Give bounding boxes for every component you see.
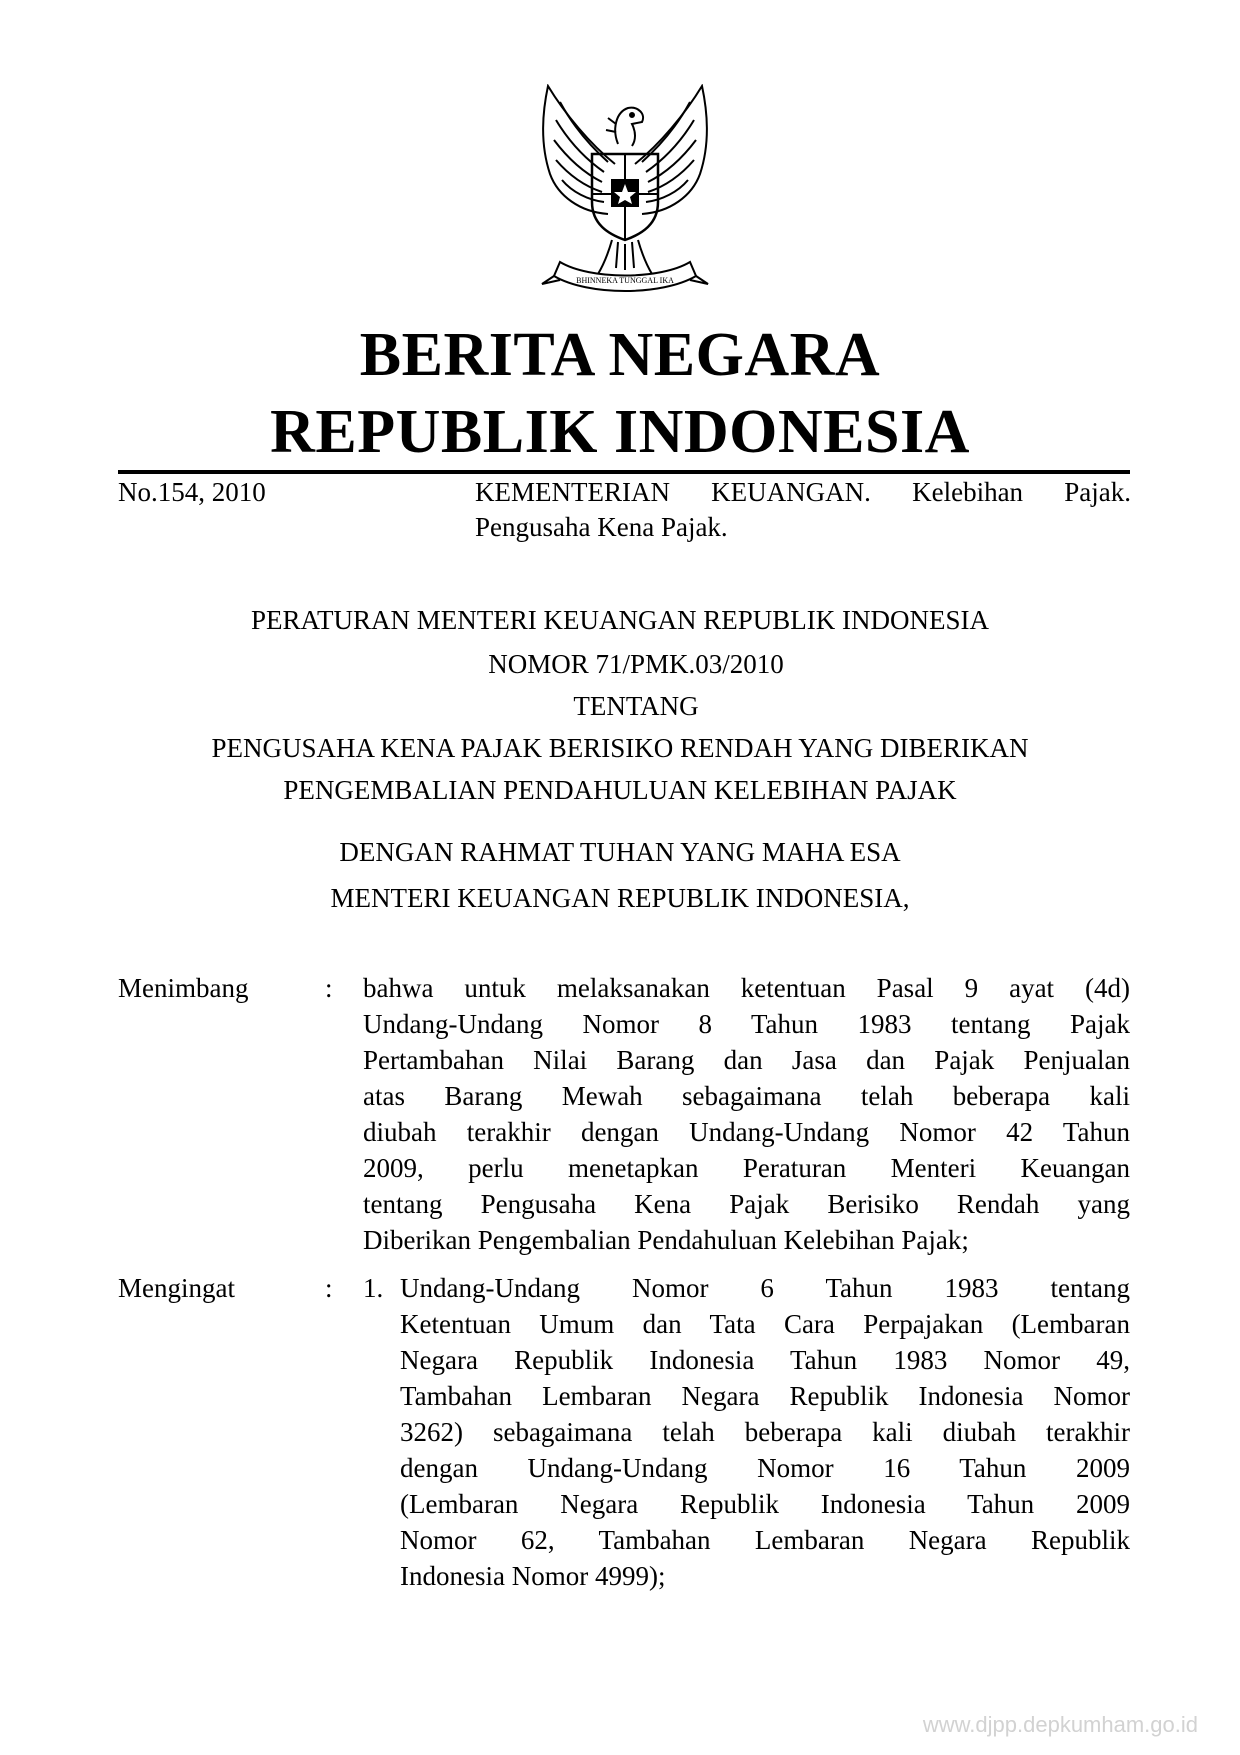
menimbang-line: Undang-Undang Nomor 8 Tahun 1983 tentang Pajak — [363, 1009, 1130, 1039]
masthead-line-2: REPUBLIK INDONESIA — [270, 398, 970, 466]
mengingat-colon: : — [325, 1273, 333, 1303]
mengingat-line: Tambahan Lembaran Negara Republik Indonesia Nomor — [400, 1381, 1130, 1411]
menimbang-colon: : — [325, 973, 333, 1003]
masthead-line-1: BERITA NEGARA — [359, 321, 881, 389]
gazette-description-line-2: Pengusaha Kena Pajak. — [475, 512, 728, 542]
menimbang-line: tentang Pengusaha Kena Pajak Berisiko Rendah yang — [363, 1189, 1130, 1219]
menimbang-label: Menimbang — [118, 973, 249, 1003]
mengingat-line: Nomor 62, Tambahan Lembaran Negara Republik — [400, 1525, 1130, 1555]
menimbang-line: diubah terakhir dengan Undang-Undang Nomor 42 Tahun — [363, 1117, 1130, 1147]
gazette-description — [475, 475, 1131, 545]
preamble-line-2: MENTERI KEUANGAN REPUBLIK INDONESIA, — [330, 883, 910, 913]
footer-url: www.djpp.depkumham.go.id — [922, 1712, 1198, 1737]
regulation-number: NOMOR 71/PMK.03/2010 — [488, 649, 784, 679]
mengingat-line: Ketentuan Umum dan Tata Cara Perpajakan (Lembaran — [400, 1309, 1130, 1339]
mengingat-line: Indonesia Nomor 4999); — [400, 1561, 666, 1591]
regulation-title-line-1: PERATURAN MENTERI KEUANGAN REPUBLIK INDONESIA — [251, 605, 989, 635]
motto-text: BHINNEKA TUNGGAL IKA — [576, 276, 674, 285]
mengingat-line: Undang-Undang Nomor 6 Tahun 1983 tentang — [400, 1273, 1130, 1303]
gazette-number: No.154, 2010 — [118, 477, 266, 507]
mengingat-label: Mengingat — [118, 1273, 235, 1303]
menimbang-line: Pertambahan Nilai Barang dan Jasa dan Pajak Penjualan — [363, 1045, 1130, 1075]
gazette-description-line-1: KEMENTERIAN KEUANGAN. Kelebihan Pajak. — [475, 477, 1131, 507]
regulation-about: TENTANG — [573, 691, 699, 721]
mengingat-line: dengan Undang-Undang Nomor 16 Tahun 2009 — [400, 1453, 1130, 1483]
mengingat-item-number: 1. — [363, 1273, 384, 1303]
mengingat-line: (Lembaran Negara Republik Indonesia Tahun 2009 — [400, 1489, 1130, 1519]
menimbang-line: Diberikan Pengembalian Pendahuluan Kelebihan Pajak; — [363, 1225, 969, 1255]
mengingat-line: 3262) sebagaimana telah beberapa kali diubah terakhir — [400, 1417, 1130, 1447]
menimbang-line: bahwa untuk melaksanakan ketentuan Pasal 9 ayat (4d) — [363, 973, 1130, 1003]
preamble-line-1: DENGAN RAHMAT TUHAN YANG MAHA ESA — [339, 837, 901, 867]
menimbang-line: 2009, perlu menetapkan Peraturan Menteri Keuangan — [363, 1153, 1130, 1183]
mengingat-line: Negara Republik Indonesia Tahun 1983 Nomor 49, — [400, 1345, 1130, 1375]
garuda-emblem-icon — [520, 84, 730, 302]
menimbang-line: atas Barang Mewah sebagaimana telah beberapa kali — [363, 1081, 1130, 1111]
regulation-subject-line-1: PENGUSAHA KENA PAJAK BERISIKO RENDAH YANG DIBERIKAN — [211, 733, 1029, 763]
header-divider — [118, 470, 1130, 474]
regulation-subject-line-2: PENGEMBALIAN PENDAHULUAN KELEBIHAN PAJAK — [283, 775, 957, 805]
